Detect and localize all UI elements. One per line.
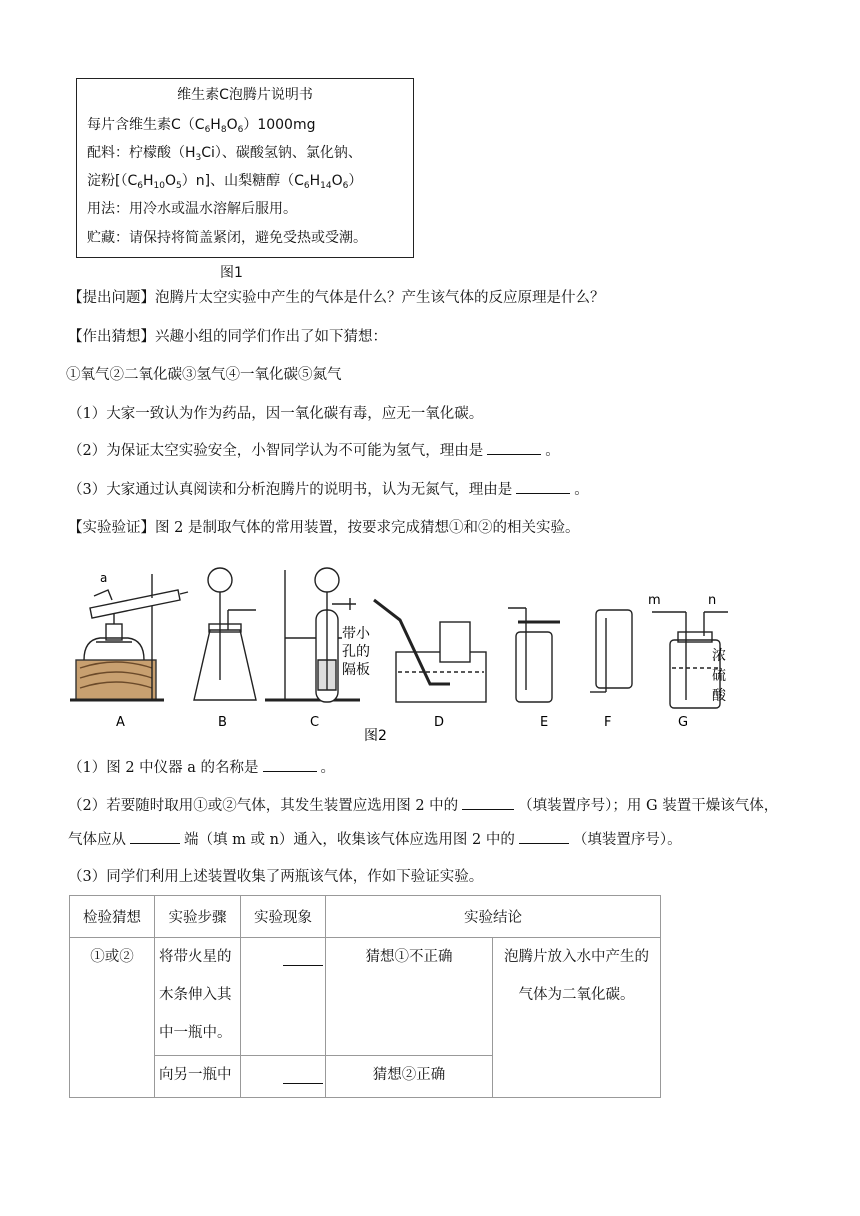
cell-final-conclusion [493,938,661,1098]
question-hypothesis-intro: 【作出猜想】兴趣小组的同学们作出了如下猜想： [68,329,387,345]
cell-step-2 [155,1056,241,1098]
step1-line3: 中一瓶中。 [159,1025,232,1041]
answer-blank-hydrogen[interactable] [487,440,541,455]
question-co-note: （1）大家一致认为作为药品，因一氧化碳有毒，应无一氧化碳。 [68,406,484,422]
task-2-text: （2）若要随时取用①或②气体，其发生装置应选用图 2 中的 [68,798,459,814]
instruction-line-ingredients-1: 配料：柠檬酸$(H_3Ci)$、碳酸氢钠、氯化钠、 [87,145,362,163]
cell-phenomenon-2 [241,1056,326,1098]
task-1-text: （1）图 2 中仪器 a 的名称是 [68,760,259,776]
conclusion2-text: 猜想②正确 [372,1067,446,1083]
vitamin-c-instruction-box [76,78,414,258]
task-2-text-b: （填装置序号）；用 G 装置干燥该气体， [518,798,779,814]
guess-text: ①或② [90,949,134,965]
verification-table [69,895,661,1098]
device-label-d: D [434,715,445,730]
label-acid-1: 浓 [712,648,726,664]
apparatus-a-heating-tube [70,574,188,700]
cell-conclusion-2 [326,1056,493,1098]
device-label-c: C [310,715,320,730]
apparatus-d-water-trough [374,600,486,702]
instruction-line-storage: 贮藏：请保持将简盖紧闭，避免受热或受潮。 [87,230,367,246]
task-3: （3）同学们利用上述装置收集了两瓶该气体，作如下验证实验。 [68,869,484,885]
task-2-line1 [68,795,778,817]
label-partition-1: 带小 [342,626,370,642]
device-label-a: A [116,715,125,730]
answer-blank-inlet[interactable] [130,829,180,844]
final-line1: 泡腾片放入水中产生的 [504,949,649,965]
label-partition-2: 孔的 [342,644,370,660]
step1-line1: 将带火星的 [159,949,232,965]
question-nitrogen [68,479,589,501]
question-hydrogen-text: （2）为保证太空实验安全，小智同学认为不可能为氢气，理由是 [68,443,484,459]
device-label-e: E [540,715,549,730]
label-partition-3: 隔板 [342,662,370,678]
answer-blank-phenomenon-2[interactable] [283,1061,323,1084]
device-label-f: F [604,715,612,730]
question-nitrogen-text: （3）大家通过认真阅读和分析泡腾片的说明书，认为无氮气，理由是 [68,482,513,498]
answer-blank-nitrogen[interactable] [516,479,570,494]
label-port-m: m [648,593,661,608]
period: 。 [545,443,560,459]
cell-conclusion-1 [326,938,493,1056]
label-port-n: n [708,593,717,608]
label-instrument-a: a [100,571,108,585]
figure2-caption: 图2 [364,728,387,744]
device-label-b: B [218,715,227,730]
header-guess: 检验猜想 [70,896,155,938]
figure1-caption: 图1 [220,265,243,281]
step1-line2: 木条伸入其 [159,987,232,1003]
period: 。 [574,482,589,498]
question-hypothesis-list: ①氧气②二氧化碳③氢气④一氧化碳⑤氮气 [66,367,342,383]
apparatus-b-flask-funnel [194,568,256,700]
answer-blank-phenomenon-1[interactable] [283,943,323,966]
cell-guess [70,938,155,1098]
header-conclusion: 实验结论 [326,896,661,938]
task-2-text-e: （填装置序号）。 [572,832,682,848]
label-acid-3: 酸 [712,688,726,704]
instruction-line-ingredients-2: 淀粉$[(C_6H_{10}O_5)n]$、山梨糖醇$(C_6H_{14}O_6)$ [87,173,363,191]
header-phenomenon: 实验现象 [241,896,326,938]
apparatus-f-downward-collection [590,610,632,692]
final-line2: 气体为二氧化碳。 [518,987,635,1003]
answer-blank-generator[interactable] [462,795,514,810]
instruction-line-usage: 用法：用冷水或温水溶解后服用。 [87,201,297,217]
question-hydrogen [68,440,560,462]
period: 。 [320,760,336,776]
device-label-g: G [678,715,689,730]
conclusion1-text: 猜想①不正确 [365,949,453,965]
task-1 [68,757,335,779]
label-acid-2: 硫 [712,668,726,684]
figure2-apparatus [60,560,740,750]
instruction-title: 维生素C泡腾片说明书 [177,87,313,103]
header-step: 实验步骤 [155,896,241,938]
answer-blank-instrument-a[interactable] [263,757,317,772]
task-2-text-d: 端（填 m 或 n）通入，收集该气体应选用图 2 中的 [184,832,515,848]
instruction-line-dosage: 每片含维生素$C(C_6H_8O_6)1000mg$ [87,117,316,135]
task-2-line2 [68,829,682,851]
step2-text: 向另一瓶中 [159,1067,232,1083]
question-raise: 【提出问题】泡腾片太空实验中产生的气体是什么？产生该气体的反应原理是什么？ [68,290,605,306]
apparatus-e-upward-collection [508,608,560,702]
cell-phenomenon-1 [241,938,326,1056]
answer-blank-collector[interactable] [519,829,569,844]
task-2-text-c: 气体应从 [68,832,126,848]
experiment-verify-intro: 【实验验证】图 2 是制取气体的常用装置，按要求完成猜想①和②的相关实验。 [68,520,580,536]
cell-step-1 [155,938,241,1056]
